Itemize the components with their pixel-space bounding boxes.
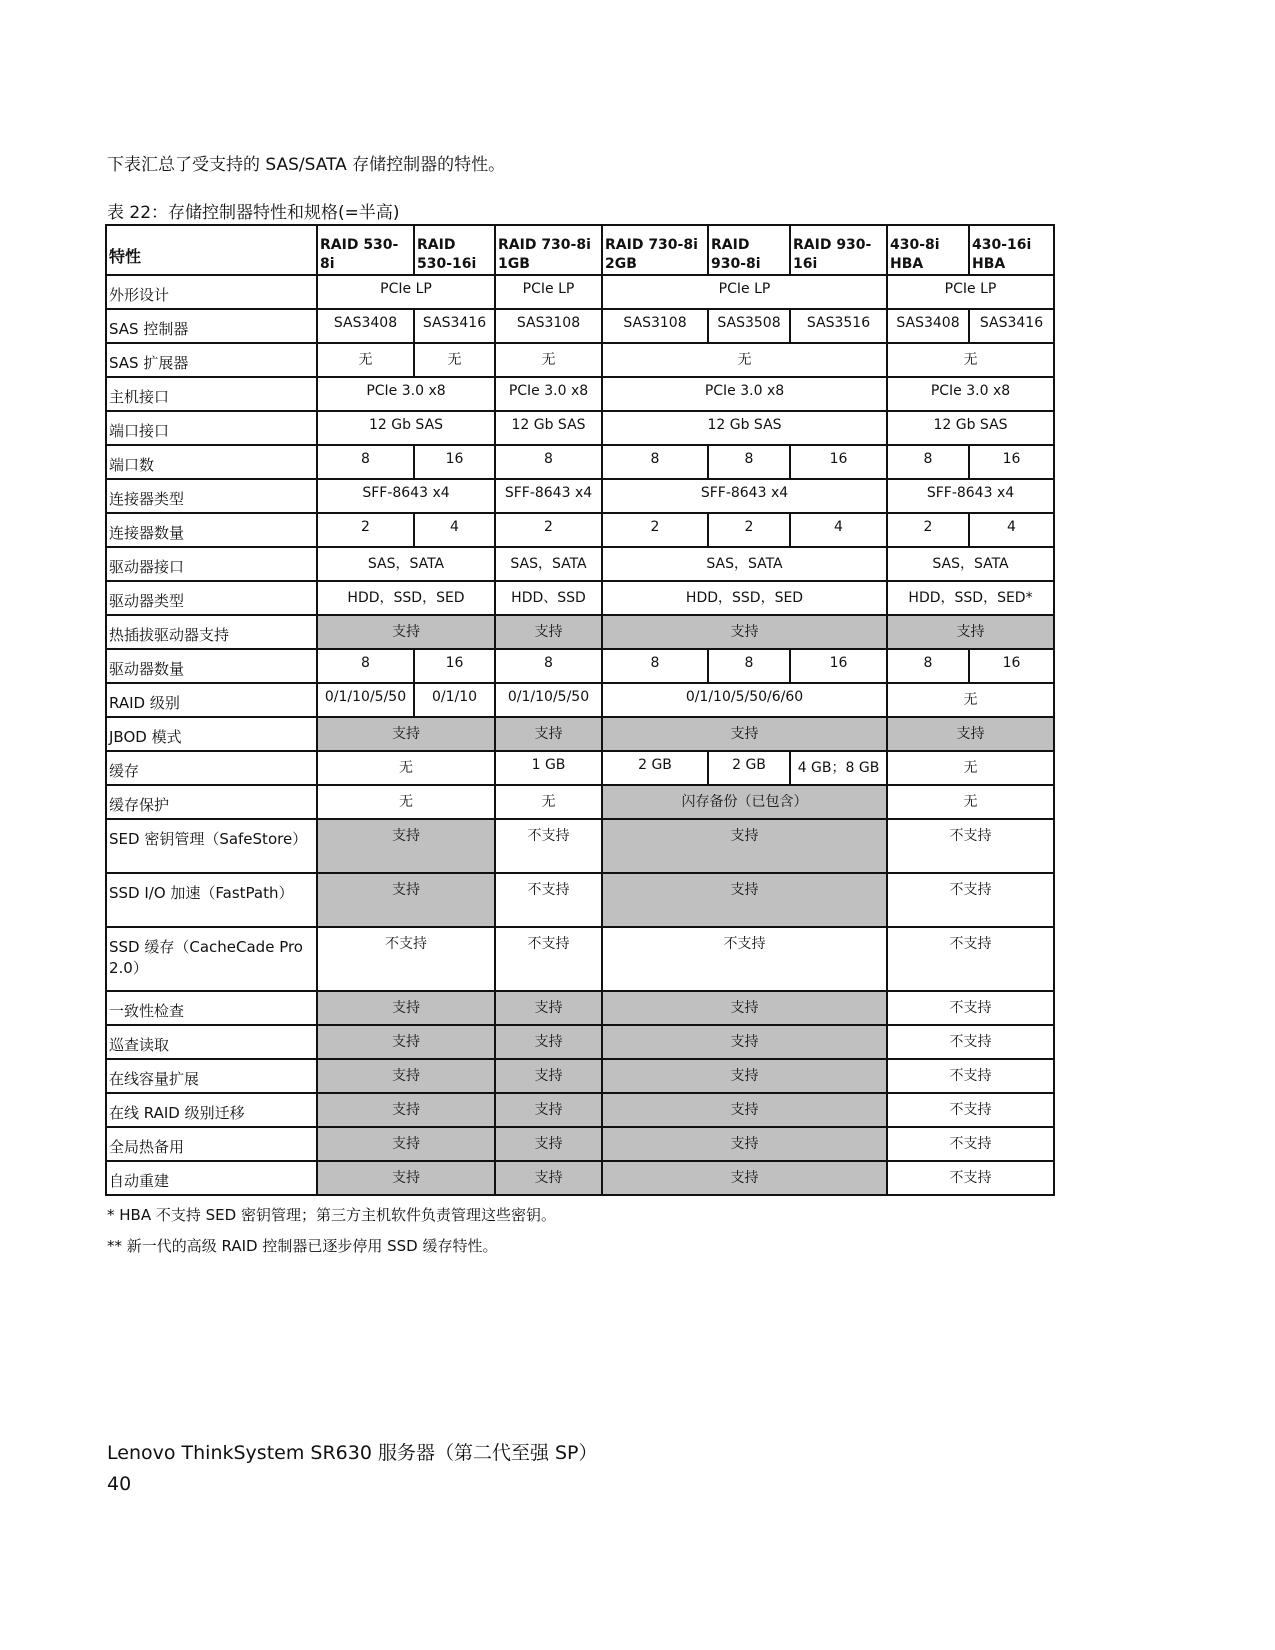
table-cell: 2 GB: [602, 751, 708, 785]
row-label: RAID 级别: [106, 683, 317, 717]
row-label: 外形设计: [106, 275, 317, 309]
table-row: [106, 785, 1054, 819]
table-cell: 支持: [602, 991, 887, 1025]
row-label: 缓存: [106, 751, 317, 785]
footer-title: Lenovo ThinkSystem SR630 服务器（第二代至强 SP）: [107, 1442, 598, 1464]
table-cell: 不支持: [887, 1059, 1054, 1093]
table-cell: 支持: [602, 717, 887, 751]
table-row: [106, 581, 1054, 615]
table-cell: 支持: [495, 1025, 602, 1059]
table-cell: 支持: [602, 1127, 887, 1161]
column-header: RAID 930-16i: [790, 225, 887, 275]
table-cell: 12 Gb SAS: [317, 411, 495, 445]
table-cell: PCIe LP: [317, 275, 495, 309]
table-cell: SAS，SATA: [495, 547, 602, 581]
footnote: ** 新一代的高级 RAID 控制器已逐步停用 SSD 缓存特性。: [107, 1237, 498, 1255]
table-cell: 支持: [317, 1161, 495, 1195]
table-cell: 不支持: [887, 819, 1054, 873]
table-cell: 0/1/10/5/50: [317, 683, 414, 717]
table-cell: 8: [317, 649, 414, 683]
table-cell: 不支持: [887, 1025, 1054, 1059]
table-cell: PCIe LP: [495, 275, 602, 309]
table-cell: 支持: [317, 615, 495, 649]
table-cell: 支持: [887, 717, 1054, 751]
table-cell: 不支持: [887, 991, 1054, 1025]
table-cell: 12 Gb SAS: [887, 411, 1054, 445]
column-header-feature: 特性: [106, 225, 317, 275]
table-cell: 支持: [602, 1059, 887, 1093]
table-cell: 16: [790, 445, 887, 479]
table-row: [106, 309, 1054, 343]
table-cell: 8: [887, 649, 969, 683]
row-label: 主机接口: [106, 377, 317, 411]
table-cell: 支持: [495, 991, 602, 1025]
table-cell: 4: [414, 513, 495, 547]
table-cell: 2: [708, 513, 790, 547]
table-cell: 8: [317, 445, 414, 479]
table-cell: SFF-8643 x4: [495, 479, 602, 513]
table-cell: PCIe 3.0 x8: [887, 377, 1054, 411]
table-cell: 支持: [887, 615, 1054, 649]
table-cell: 支持: [495, 615, 602, 649]
table-cell: 不支持: [495, 927, 602, 991]
table-cell: HDD，SSD，SED: [317, 581, 495, 615]
row-label: 自动重建: [106, 1161, 317, 1195]
table-cell: 支持: [317, 873, 495, 927]
table-cell: 支持: [317, 1025, 495, 1059]
table-row: [106, 343, 1054, 377]
table-row: [106, 873, 1054, 927]
table-cell: 支持: [495, 1059, 602, 1093]
table-cell: 支持: [317, 717, 495, 751]
table-cell: 无: [317, 751, 495, 785]
table-cell: 8: [708, 649, 790, 683]
table-row: [106, 1093, 1054, 1127]
table-cell: SAS3408: [317, 309, 414, 343]
table-cell: SFF-8643 x4: [887, 479, 1054, 513]
table-cell: 支持: [602, 819, 887, 873]
table-cell: SAS3516: [790, 309, 887, 343]
table-cell: 支持: [495, 717, 602, 751]
table-cell: 4: [969, 513, 1054, 547]
table-row: [106, 819, 1054, 873]
table-cell: 无: [317, 343, 414, 377]
table-row: [106, 717, 1054, 751]
table-row: [106, 1059, 1054, 1093]
table-cell: 无: [414, 343, 495, 377]
table-cell: 0/1/10/5/50: [495, 683, 602, 717]
row-label: 驱动器类型: [106, 581, 317, 615]
table-cell: SAS3108: [602, 309, 708, 343]
table-cell: 12 Gb SAS: [602, 411, 887, 445]
table-cell: 无: [887, 751, 1054, 785]
row-label: 热插拔驱动器支持: [106, 615, 317, 649]
table-cell: 2: [887, 513, 969, 547]
table-row: [106, 1161, 1054, 1195]
table-cell: 8: [602, 445, 708, 479]
page-number: 40: [107, 1473, 132, 1495]
table-cell: 不支持: [317, 927, 495, 991]
table-row: [106, 1025, 1054, 1059]
table-row: [106, 991, 1054, 1025]
table-cell: 16: [414, 649, 495, 683]
table-row: [106, 649, 1054, 683]
row-label: 端口接口: [106, 411, 317, 445]
storage-controller-table: [105, 224, 1055, 1196]
table-row: [106, 615, 1054, 649]
table-cell: 支持: [495, 1093, 602, 1127]
table-row: [106, 683, 1054, 717]
table-row: [106, 513, 1054, 547]
footnotes: [107, 1200, 556, 1262]
table-cell: 支持: [317, 819, 495, 873]
table-cell: 16: [790, 649, 887, 683]
table-cell: 支持: [317, 1059, 495, 1093]
table-row: [106, 411, 1054, 445]
row-label: SSD 缓存（CacheCade Pro 2.0）: [106, 927, 317, 991]
table-cell: 不支持: [602, 927, 887, 991]
row-label: 端口数: [106, 445, 317, 479]
table-cell: 支持: [602, 615, 887, 649]
row-label: 驱动器数量: [106, 649, 317, 683]
table-cell: 不支持: [495, 873, 602, 927]
table-cell: 支持: [317, 1127, 495, 1161]
table-cell: 支持: [602, 873, 887, 927]
table-cell: 支持: [495, 1127, 602, 1161]
table-cell: SAS3408: [887, 309, 969, 343]
column-header: RAID 530-8i: [317, 225, 414, 275]
table-row: [106, 547, 1054, 581]
table-cell: 支持: [495, 1161, 602, 1195]
column-header: RAID 930-8i: [708, 225, 790, 275]
table-cell: 不支持: [887, 927, 1054, 991]
table-cell: 无: [887, 343, 1054, 377]
table-cell: 不支持: [887, 1127, 1054, 1161]
table-row: [106, 275, 1054, 309]
table-cell: SAS3508: [708, 309, 790, 343]
row-label: 巡查读取: [106, 1025, 317, 1059]
row-label: JBOD 模式: [106, 717, 317, 751]
table-caption: 表 22：存储控制器特性和规格(=半高): [107, 203, 400, 223]
table-cell: SFF-8643 x4: [602, 479, 887, 513]
row-label: SSD I/O 加速（FastPath）: [106, 873, 317, 927]
table-row: [106, 377, 1054, 411]
table-cell: 0/1/10: [414, 683, 495, 717]
table-cell: 支持: [317, 1093, 495, 1127]
column-header: RAID 730-8i 1GB: [495, 225, 602, 275]
column-header: 430-8i HBA: [887, 225, 969, 275]
table-row: [106, 751, 1054, 785]
table-cell: PCIe 3.0 x8: [602, 377, 887, 411]
table-cell: HDD、SSD: [495, 581, 602, 615]
table-cell: 2 GB: [708, 751, 790, 785]
table-header-row: [106, 225, 1054, 275]
table-cell: 支持: [317, 991, 495, 1025]
row-label: 连接器类型: [106, 479, 317, 513]
page-footer: [107, 1438, 598, 1500]
table-cell: SAS，SATA: [887, 547, 1054, 581]
table-row: [106, 1127, 1054, 1161]
table-cell: HDD，SSD，SED*: [887, 581, 1054, 615]
table-cell: 无: [887, 683, 1054, 717]
table-cell: 2: [317, 513, 414, 547]
table-cell: 8: [495, 445, 602, 479]
table-row: [106, 479, 1054, 513]
row-label: 缓存保护: [106, 785, 317, 819]
column-header: RAID 730-8i 2GB: [602, 225, 708, 275]
table-cell: 16: [969, 649, 1054, 683]
row-label: 在线 RAID 级别迁移: [106, 1093, 317, 1127]
table-cell: 16: [414, 445, 495, 479]
table-cell: 1 GB: [495, 751, 602, 785]
table-cell: 支持: [602, 1093, 887, 1127]
table-row: [106, 927, 1054, 991]
table-cell: SAS，SATA: [317, 547, 495, 581]
row-label: 驱动器接口: [106, 547, 317, 581]
table-cell: 8: [887, 445, 969, 479]
table-cell: 支持: [602, 1161, 887, 1195]
table-cell: 无: [495, 785, 602, 819]
table-cell: 闪存备份（已包含）: [602, 785, 887, 819]
row-label: SED 密钥管理（SafeStore）: [106, 819, 317, 873]
table-cell: 12 Gb SAS: [495, 411, 602, 445]
table-cell: 无: [317, 785, 495, 819]
column-header: RAID 530-16i: [414, 225, 495, 275]
row-label: 在线容量扩展: [106, 1059, 317, 1093]
table-cell: 支持: [602, 1025, 887, 1059]
table-cell: 不支持: [887, 1093, 1054, 1127]
table-cell: HDD，SSD，SED: [602, 581, 887, 615]
table-cell: 8: [495, 649, 602, 683]
table-row: [106, 445, 1054, 479]
row-label: 一致性检查: [106, 991, 317, 1025]
table-cell: 4: [790, 513, 887, 547]
table-cell: 不支持: [887, 873, 1054, 927]
intro-paragraph: 下表汇总了受支持的 SAS/SATA 存储控制器的特性。: [107, 155, 506, 175]
table-cell: SAS3108: [495, 309, 602, 343]
table-cell: SAS3416: [969, 309, 1054, 343]
table-cell: SAS，SATA: [602, 547, 887, 581]
footnote: * HBA 不支持 SED 密钥管理；第三方主机软件负责管理这些密钥。: [107, 1206, 556, 1224]
table-cell: 16: [969, 445, 1054, 479]
table-cell: PCIe 3.0 x8: [317, 377, 495, 411]
column-header: 430-16i HBA: [969, 225, 1054, 275]
table-cell: 不支持: [887, 1161, 1054, 1195]
table-cell: 2: [495, 513, 602, 547]
table-cell: SAS3416: [414, 309, 495, 343]
table-cell: 0/1/10/5/50/6/60: [602, 683, 887, 717]
row-label: 全局热备用: [106, 1127, 317, 1161]
table-cell: 2: [602, 513, 708, 547]
table-cell: 无: [602, 343, 887, 377]
table-cell: 无: [887, 785, 1054, 819]
table-cell: PCIe LP: [602, 275, 887, 309]
table-cell: PCIe 3.0 x8: [495, 377, 602, 411]
table-cell: 8: [708, 445, 790, 479]
table-cell: 无: [495, 343, 602, 377]
row-label: 连接器数量: [106, 513, 317, 547]
row-label: SAS 控制器: [106, 309, 317, 343]
table-cell: 不支持: [495, 819, 602, 873]
table-cell: 8: [602, 649, 708, 683]
table-cell: SFF-8643 x4: [317, 479, 495, 513]
table-cell: PCIe LP: [887, 275, 1054, 309]
table-cell: 4 GB；8 GB: [790, 751, 887, 785]
row-label: SAS 扩展器: [106, 343, 317, 377]
